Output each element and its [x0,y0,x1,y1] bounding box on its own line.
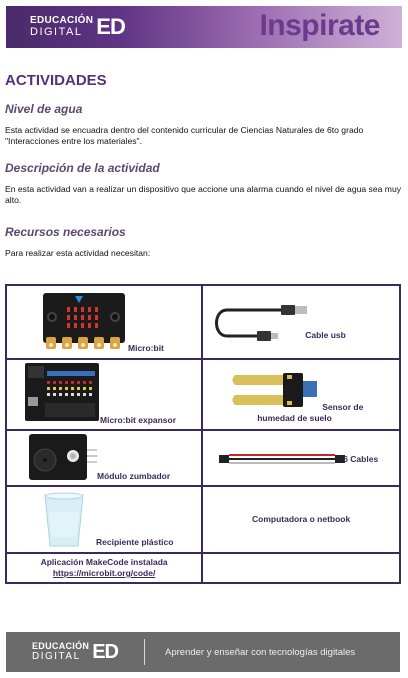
cell-recipiente [6,486,202,553]
cell-sensor [202,359,400,430]
cables-label: 6 Cables [343,454,379,464]
footer-tagline: Aprender y enseñar con tecnologías digitales [165,646,356,658]
recipiente-label: Recipiente plástico [96,537,174,547]
banner-title: Inspirate [259,9,380,42]
descripcion-paragraph: En esta actividad van a realizar un dispositivo que accione una alarma cuando el nivel de agua sea muy alto. [5,184,402,205]
table-row [6,359,400,430]
microbit-image [43,293,125,351]
cell-empty [202,553,400,583]
cable-usb-label: Cable usb [305,330,346,340]
brand-logo [30,16,125,38]
table-row [6,553,400,583]
makecode-link[interactable]: https://microbit.org/code/ [52,568,156,578]
table-row [6,430,400,486]
zumbador-image [29,434,99,482]
recursos-paragraph: Para realizar esta actividad necesitan: [5,248,151,258]
cell-expansor [6,359,202,430]
expansor-label: Micro:bit expansor [100,415,177,425]
cell-zumbador [6,430,202,486]
footer-bar [6,632,400,672]
resources-table [5,284,401,584]
expansor-image [25,363,99,421]
brand-top-text: EDUCACIÓN [30,15,94,26]
sensor-image [229,369,321,411]
cell-cables [202,430,400,486]
page-title: ACTIVIDADES [5,72,107,89]
nivel-heading: Nivel de agua [5,102,83,116]
footer-brand-top: EDUCACIÓN [32,641,90,651]
sensor-label-line2: humedad de suelo [257,413,332,423]
sensor-label-line1: Sensor de [322,402,364,412]
cell-app [6,553,202,583]
footer-brand-logo [32,642,118,662]
usb-cable-image [207,300,309,346]
app-label: Aplicación MakeCode instalada [40,557,168,567]
cell-microbit [6,285,202,359]
cables-image [219,452,345,466]
brand-mark: ED [96,14,125,39]
footer-brand-bottom: DIGITAL [32,651,81,662]
brand-bottom-text: DIGITAL [30,26,83,38]
recipiente-image [43,492,85,548]
table-row [6,486,400,553]
microbit-label: Micro:bit [128,343,164,353]
descripcion-heading: Descripción de la actividad [5,161,160,175]
footer-brand-mark: ED [92,641,118,663]
recursos-heading: Recursos necesarios [5,225,126,239]
main-content [5,70,403,259]
header-banner [6,6,402,48]
footer-divider [144,639,145,665]
table-row [6,285,400,359]
cell-computadora: Computadora o netbook [202,486,400,553]
zumbador-label: Módulo zumbador [97,471,171,481]
cell-cable-usb [202,285,400,359]
nivel-paragraph: Esta actividad se encuadra dentro del contenido curricular de Ciencias Naturales de 6to grado "Interacciones entre los materiales". [5,125,364,146]
